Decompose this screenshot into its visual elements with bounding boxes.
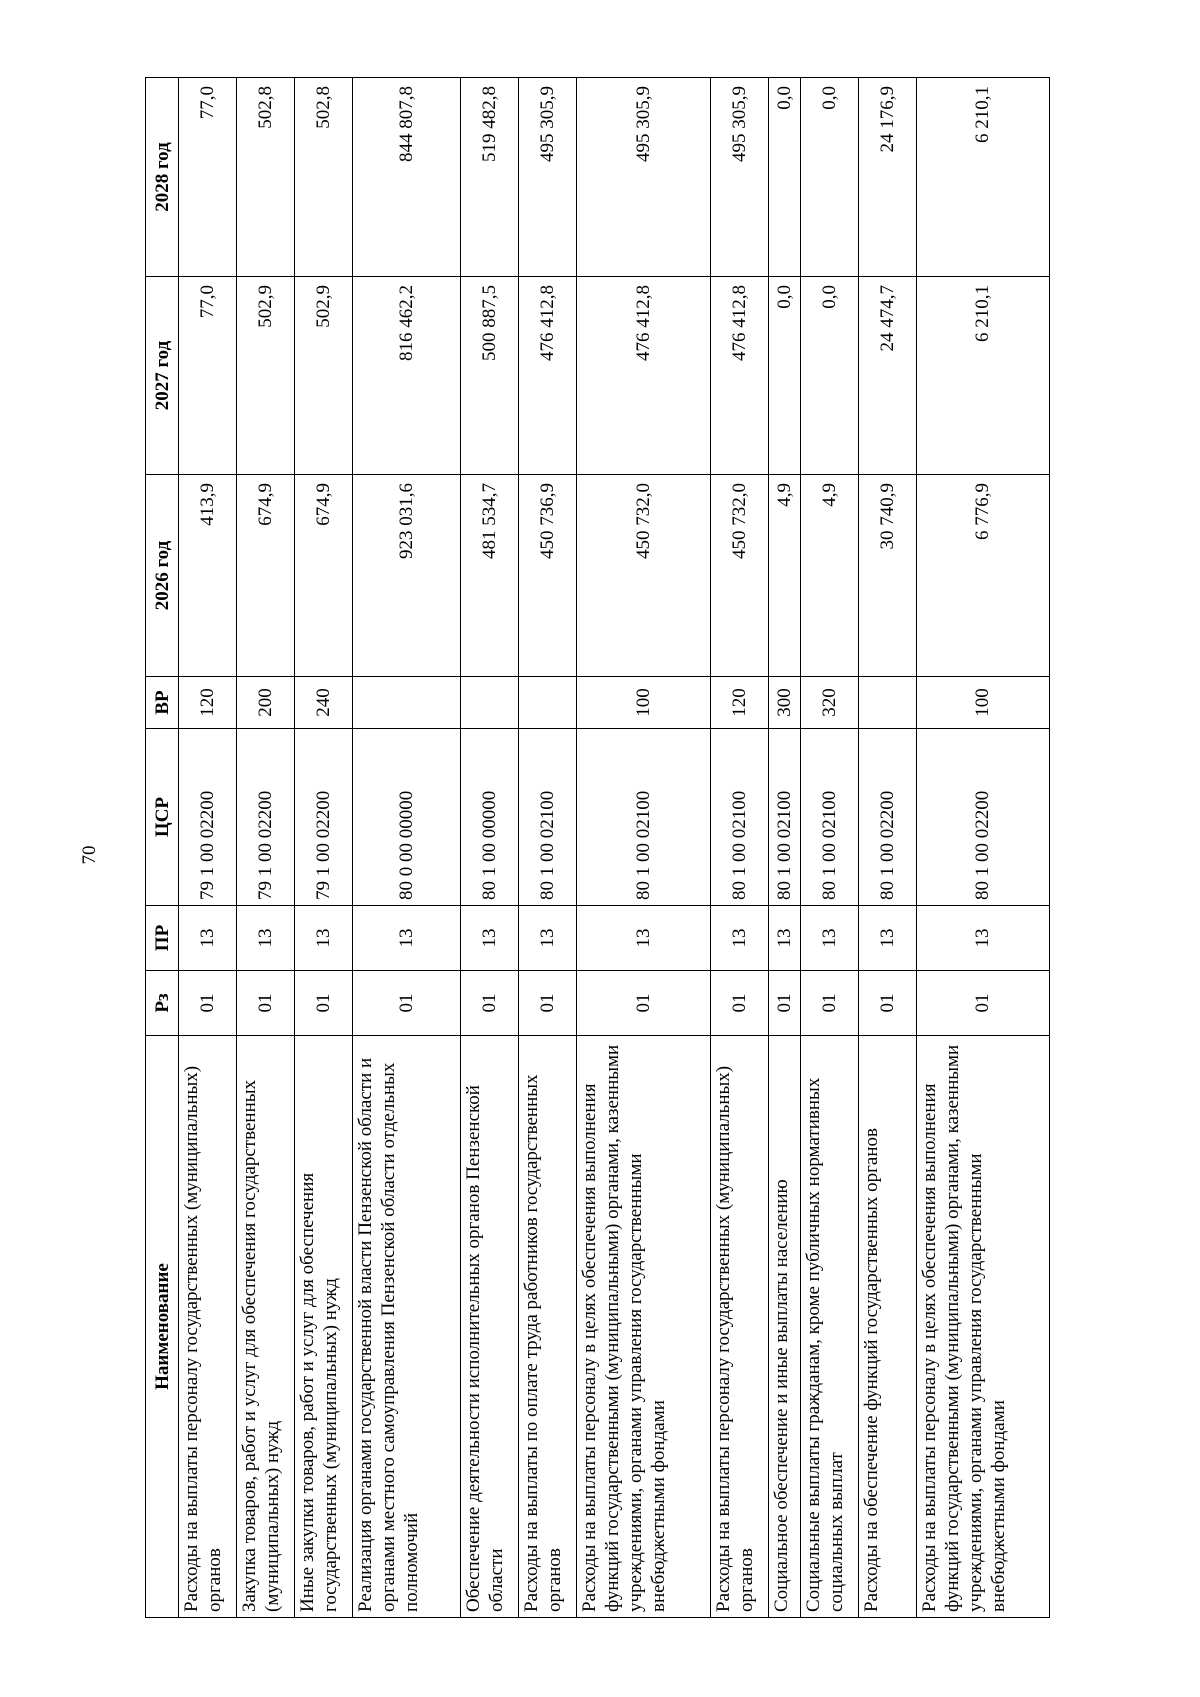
row-pr-cell: 13: [916, 906, 1049, 971]
row-2027-cell: 502,9: [294, 277, 352, 475]
row-vr-cell: [461, 677, 519, 729]
header-row: [146, 78, 179, 1618]
table-row: [179, 78, 237, 1618]
col-header-csr: ЦСР: [146, 729, 179, 906]
row-2026-cell: 481 534,7: [461, 475, 519, 677]
table-row: [768, 78, 800, 1618]
col-header-rz: Рз: [146, 971, 179, 1036]
row-name-cell: Расходы на выплаты по оплате труда работников государственных органов: [519, 1036, 577, 1618]
row-2026-cell: 6 776,9: [916, 475, 1049, 677]
row-vr-cell: 240: [294, 677, 352, 729]
row-2028-cell: 495 305,9: [710, 78, 768, 277]
row-csr-cell: 80 1 00 02200: [916, 729, 1049, 906]
row-csr-cell: 80 1 00 00000: [461, 729, 519, 906]
row-2028-cell: 502,8: [294, 78, 352, 277]
row-2027-cell: 502,9: [236, 277, 294, 475]
row-pr-cell: 13: [179, 906, 237, 971]
row-csr-cell: 80 1 00 02100: [519, 729, 577, 906]
row-vr-cell: 120: [179, 677, 237, 729]
table-row: [352, 78, 460, 1618]
row-rz-cell: 01: [236, 971, 294, 1036]
col-header-pr: ПР: [146, 906, 179, 971]
col-header-vr: ВР: [146, 677, 179, 729]
row-csr-cell: 80 1 00 02200: [858, 729, 916, 906]
table-row: [916, 78, 1049, 1618]
row-2026-cell: 923 031,6: [352, 475, 460, 677]
budget-table-rotated: [145, 78, 1050, 1618]
row-name-cell: Социальное обеспечение и иные выплаты населению: [768, 1036, 800, 1618]
row-2026-cell: 413,9: [179, 475, 237, 677]
row-2028-cell: 0,0: [800, 78, 858, 277]
table-row: [577, 78, 710, 1618]
row-name-cell: Иные закупки товаров, работ и услуг для обеспечения государственных (муниципальных) нужд: [294, 1036, 352, 1618]
row-name-cell: Расходы на выплаты персоналу государственных (муниципальных) органов: [710, 1036, 768, 1618]
row-2026-cell: 674,9: [236, 475, 294, 677]
row-pr-cell: 13: [294, 906, 352, 971]
row-rz-cell: 01: [768, 971, 800, 1036]
row-vr-cell: [858, 677, 916, 729]
row-2026-cell: 450 736,9: [519, 475, 577, 677]
row-2027-cell: 500 887,5: [461, 277, 519, 475]
table-row: [294, 78, 352, 1618]
row-rz-cell: 01: [916, 971, 1049, 1036]
row-2028-cell: 844 807,8: [352, 78, 460, 277]
table-row: [236, 78, 294, 1618]
row-pr-cell: 13: [710, 906, 768, 971]
row-name-cell: Закупка товаров, работ и услуг для обеспечения государственных (муниципальных) нужд: [236, 1036, 294, 1618]
row-vr-cell: 120: [710, 677, 768, 729]
col-header-2027: 2027 год: [146, 277, 179, 475]
row-pr-cell: 13: [519, 906, 577, 971]
row-2028-cell: 77,0: [179, 78, 237, 277]
row-name-cell: Обеспечение деятельности исполнительных органов Пензенской области: [461, 1036, 519, 1618]
row-rz-cell: 01: [294, 971, 352, 1036]
row-pr-cell: 13: [352, 906, 460, 971]
row-2027-cell: 0,0: [800, 277, 858, 475]
row-pr-cell: 13: [858, 906, 916, 971]
row-name-cell: Расходы на выплаты персоналу в целях обеспечения выполнения функций государственными (муниципальными) органами, казенными учреждениями, органами управления государственными внебюджетными фондами: [577, 1036, 710, 1618]
row-2027-cell: 77,0: [179, 277, 237, 475]
row-2026-cell: 450 732,0: [710, 475, 768, 677]
row-2026-cell: 674,9: [294, 475, 352, 677]
row-vr-cell: 300: [768, 677, 800, 729]
budget-table: [145, 77, 1050, 1618]
row-vr-cell: 100: [577, 677, 710, 729]
row-vr-cell: 100: [916, 677, 1049, 729]
row-vr-cell: [519, 677, 577, 729]
col-header-name: Наименование: [146, 1036, 179, 1618]
row-2027-cell: 476 412,8: [519, 277, 577, 475]
table-row: [800, 78, 858, 1618]
row-pr-cell: 13: [236, 906, 294, 971]
row-csr-cell: 80 1 00 02100: [710, 729, 768, 906]
row-csr-cell: 79 1 00 02200: [294, 729, 352, 906]
row-name-cell: Расходы на выплаты персоналу в целях обеспечения выполнения функций государственными (муниципальными) органами, казенными учреждениями, органами управления государственными внебюджетными фондами: [916, 1036, 1049, 1618]
row-pr-cell: 13: [577, 906, 710, 971]
row-2028-cell: 519 482,8: [461, 78, 519, 277]
row-pr-cell: 13: [461, 906, 519, 971]
row-csr-cell: 80 0 00 00000: [352, 729, 460, 906]
row-2027-cell: 24 474,7: [858, 277, 916, 475]
row-2028-cell: 0,0: [768, 78, 800, 277]
table-row: [519, 78, 577, 1618]
row-vr-cell: [352, 677, 460, 729]
table-row: [858, 78, 916, 1618]
row-rz-cell: 01: [179, 971, 237, 1036]
table-body: [179, 78, 1050, 1618]
row-csr-cell: 80 1 00 02100: [768, 729, 800, 906]
row-pr-cell: 13: [768, 906, 800, 971]
row-csr-cell: 80 1 00 02100: [800, 729, 858, 906]
row-csr-cell: 80 1 00 02100: [577, 729, 710, 906]
row-rz-cell: 01: [519, 971, 577, 1036]
row-rz-cell: 01: [577, 971, 710, 1036]
row-2028-cell: 502,8: [236, 78, 294, 277]
row-rz-cell: 01: [461, 971, 519, 1036]
row-2026-cell: 450 732,0: [577, 475, 710, 677]
row-2027-cell: 6 210,1: [916, 277, 1049, 475]
row-csr-cell: 79 1 00 02200: [236, 729, 294, 906]
row-pr-cell: 13: [800, 906, 858, 971]
row-2027-cell: 816 462,2: [352, 277, 460, 475]
row-name-cell: Социальные выплаты гражданам, кроме публичных нормативных социальных выплат: [800, 1036, 858, 1618]
row-2028-cell: 495 305,9: [519, 78, 577, 277]
row-2027-cell: 476 412,8: [710, 277, 768, 475]
row-2028-cell: 495 305,9: [577, 78, 710, 277]
row-name-cell: Расходы на выплаты персоналу государственных (муниципальных) органов: [179, 1036, 237, 1618]
row-vr-cell: 320: [800, 677, 858, 729]
table-row: [461, 78, 519, 1618]
row-2027-cell: 476 412,8: [577, 277, 710, 475]
row-2026-cell: 4,9: [768, 475, 800, 677]
row-2026-cell: 30 740,9: [858, 475, 916, 677]
page-number: 70: [79, 845, 100, 865]
row-name-cell: Реализация органами государственной власти Пензенской области и органами местного самоуправления Пензенской области отдельных полномочий: [352, 1036, 460, 1618]
row-rz-cell: 01: [800, 971, 858, 1036]
col-header-2026: 2026 год: [146, 475, 179, 677]
row-2027-cell: 0,0: [768, 277, 800, 475]
row-2028-cell: 24 176,9: [858, 78, 916, 277]
row-name-cell: Расходы на обеспечение функций государственных органов: [858, 1036, 916, 1618]
row-rz-cell: 01: [352, 971, 460, 1036]
row-2026-cell: 4,9: [800, 475, 858, 677]
col-header-2028: 2028 год: [146, 78, 179, 277]
row-rz-cell: 01: [858, 971, 916, 1036]
row-csr-cell: 79 1 00 02200: [179, 729, 237, 906]
row-2028-cell: 6 210,1: [916, 78, 1049, 277]
row-vr-cell: 200: [236, 677, 294, 729]
row-rz-cell: 01: [710, 971, 768, 1036]
table-row: [710, 78, 768, 1618]
